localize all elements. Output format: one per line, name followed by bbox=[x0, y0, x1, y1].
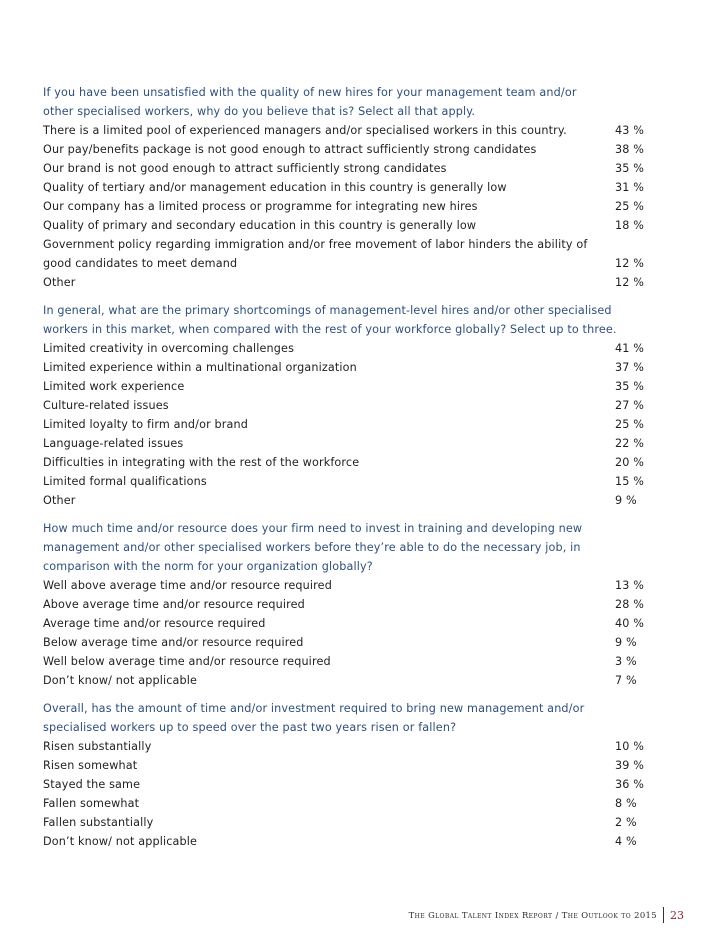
answer-percentage: 25 % bbox=[615, 418, 645, 431]
answer-row bbox=[43, 159, 643, 178]
answer-label: Limited work experience bbox=[43, 380, 185, 393]
answer-label: Fallen substantially bbox=[43, 816, 154, 829]
answer-row bbox=[43, 339, 643, 358]
answer-percentage: 20 % bbox=[615, 456, 645, 469]
answer-row bbox=[43, 491, 643, 510]
question-text: How much time and/or resource does your firm need to invest in training and developing new bbox=[43, 522, 583, 535]
answer-percentage bbox=[615, 235, 643, 254]
answer-label: Average time and/or resource required bbox=[43, 617, 266, 630]
answer-percentage: 35 % bbox=[615, 162, 645, 175]
answer-label: Other bbox=[43, 276, 76, 289]
answer-percentage: 37 % bbox=[615, 361, 645, 374]
question-text: If you have been unsatisfied with the quality of new hires for your management team and/or bbox=[43, 86, 577, 99]
answer-label: Quality of primary and secondary education in this country is generally low bbox=[43, 219, 477, 232]
answer-row bbox=[43, 652, 643, 671]
answer-label: Don’t know/ not applicable bbox=[43, 674, 198, 687]
answer-row bbox=[43, 633, 643, 652]
answer-percentage: 35 % bbox=[615, 380, 645, 393]
survey-section bbox=[43, 83, 643, 292]
question-text: comparison with the norm for your organization globally? bbox=[43, 560, 373, 573]
answer-label: Limited creativity in overcoming challenges bbox=[43, 342, 295, 355]
survey-content bbox=[43, 83, 643, 860]
answer-row bbox=[43, 737, 643, 756]
answer-percentage: 4 % bbox=[615, 835, 637, 848]
answer-row bbox=[43, 775, 643, 794]
question-text: workers in this market, when compared with the rest of your workforce globally? Select up to three. bbox=[43, 323, 617, 336]
answer-row bbox=[43, 197, 643, 216]
answer-label: Limited experience within a multinational organization bbox=[43, 361, 357, 374]
page-footer bbox=[409, 907, 684, 923]
answer-row bbox=[43, 254, 643, 273]
answer-label: Our company has a limited process or programme for integrating new hires bbox=[43, 200, 478, 213]
answer-percentage: 36 % bbox=[615, 778, 645, 791]
answer-label: Our brand is not good enough to attract sufficiently strong candidates bbox=[43, 162, 447, 175]
answer-row bbox=[43, 813, 643, 832]
answer-percentage: 27 % bbox=[615, 399, 645, 412]
answer-row bbox=[43, 140, 643, 159]
answer-row bbox=[43, 121, 643, 140]
question-text: Overall, has the amount of time and/or investment required to bring new management and/or bbox=[43, 702, 585, 715]
answer-label: Don’t know/ not applicable bbox=[43, 835, 198, 848]
answer-percentage: 7 % bbox=[615, 674, 637, 687]
page-number: 23 bbox=[670, 908, 684, 922]
answer-row bbox=[43, 671, 643, 690]
answer-percentage: 2 % bbox=[615, 816, 637, 829]
answer-row bbox=[43, 216, 643, 235]
answer-percentage: 31 % bbox=[615, 181, 645, 194]
question-text: specialised workers up to speed over the past two years risen or fallen? bbox=[43, 721, 457, 734]
answer-percentage: 18 % bbox=[615, 219, 645, 232]
answer-row bbox=[43, 614, 643, 633]
survey-section bbox=[43, 519, 643, 690]
answer-label: Limited formal qualifications bbox=[43, 475, 207, 488]
report-title: The Global Talent Index Report / The Outlook to 2015 bbox=[408, 910, 657, 920]
answer-row bbox=[43, 358, 643, 377]
answer-row bbox=[43, 434, 643, 453]
answer-percentage: 28 % bbox=[615, 598, 645, 611]
answer-percentage: 40 % bbox=[615, 617, 645, 630]
answer-label: Our pay/benefits package is not good enough to attract sufficiently strong candidates bbox=[43, 143, 537, 156]
answer-label: Difficulties in integrating with the rest of the workforce bbox=[43, 456, 360, 469]
question-text: In general, what are the primary shortcomings of management-level hires and/or other specialised bbox=[43, 304, 612, 317]
answer-label: good candidates to meet demand bbox=[43, 257, 238, 270]
answer-label: Risen somewhat bbox=[43, 759, 138, 772]
answer-row bbox=[43, 472, 643, 491]
answer-label: Stayed the same bbox=[43, 778, 141, 791]
answer-percentage: 15 % bbox=[615, 475, 645, 488]
answer-percentage: 9 % bbox=[615, 494, 637, 507]
answer-label: Below average time and/or resource required bbox=[43, 636, 304, 649]
answer-label: Risen substantially bbox=[43, 740, 152, 753]
answer-percentage: 10 % bbox=[615, 740, 645, 753]
question-text: other specialised workers, why do you believe that is? Select all that apply. bbox=[43, 105, 476, 118]
question-text: management and/or other specialised workers before they’re able to do the necessary job, in bbox=[43, 541, 581, 554]
answer-percentage: 22 % bbox=[615, 437, 645, 450]
answer-row bbox=[43, 415, 643, 434]
answer-row bbox=[43, 832, 643, 851]
answer-label: Culture-related issues bbox=[43, 399, 169, 412]
answer-row bbox=[43, 576, 643, 595]
answer-label: Fallen somewhat bbox=[43, 797, 140, 810]
answer-label: Well below average time and/or resource required bbox=[43, 655, 331, 668]
answer-percentage: 25 % bbox=[615, 200, 645, 213]
answer-label: Limited loyalty to firm and/or brand bbox=[43, 418, 249, 431]
answer-row bbox=[43, 453, 643, 472]
answer-percentage: 3 % bbox=[615, 655, 637, 668]
answer-row bbox=[43, 756, 643, 775]
answer-percentage: 9 % bbox=[615, 636, 637, 649]
answer-percentage: 39 % bbox=[615, 759, 645, 772]
answer-label: There is a limited pool of experienced managers and/or specialised workers in this country. bbox=[43, 124, 567, 137]
answer-label: Above average time and/or resource required bbox=[43, 598, 305, 611]
answer-label: Other bbox=[43, 494, 76, 507]
answer-percentage: 8 % bbox=[615, 797, 637, 810]
answer-row bbox=[43, 235, 643, 254]
answer-percentage: 12 % bbox=[615, 276, 645, 289]
answer-percentage: 38 % bbox=[615, 143, 645, 156]
answer-percentage: 12 % bbox=[615, 257, 645, 270]
answer-row bbox=[43, 178, 643, 197]
answer-row bbox=[43, 377, 643, 396]
answer-row bbox=[43, 794, 643, 813]
answer-label: Quality of tertiary and/or management education in this country is generally low bbox=[43, 181, 507, 194]
answer-percentage: 13 % bbox=[615, 579, 645, 592]
answer-percentage: 41 % bbox=[615, 342, 645, 355]
answer-label: Well above average time and/or resource required bbox=[43, 579, 332, 592]
answer-label: Language-related issues bbox=[43, 437, 184, 450]
answer-row bbox=[43, 273, 643, 292]
answer-percentage: 43 % bbox=[615, 124, 645, 137]
footer-divider bbox=[663, 907, 664, 923]
answer-row bbox=[43, 396, 643, 415]
survey-section bbox=[43, 699, 643, 851]
answer-row bbox=[43, 595, 643, 614]
survey-section bbox=[43, 301, 643, 510]
answer-label: Government policy regarding immigration and/or free movement of labor hinders the ability of bbox=[43, 238, 588, 251]
